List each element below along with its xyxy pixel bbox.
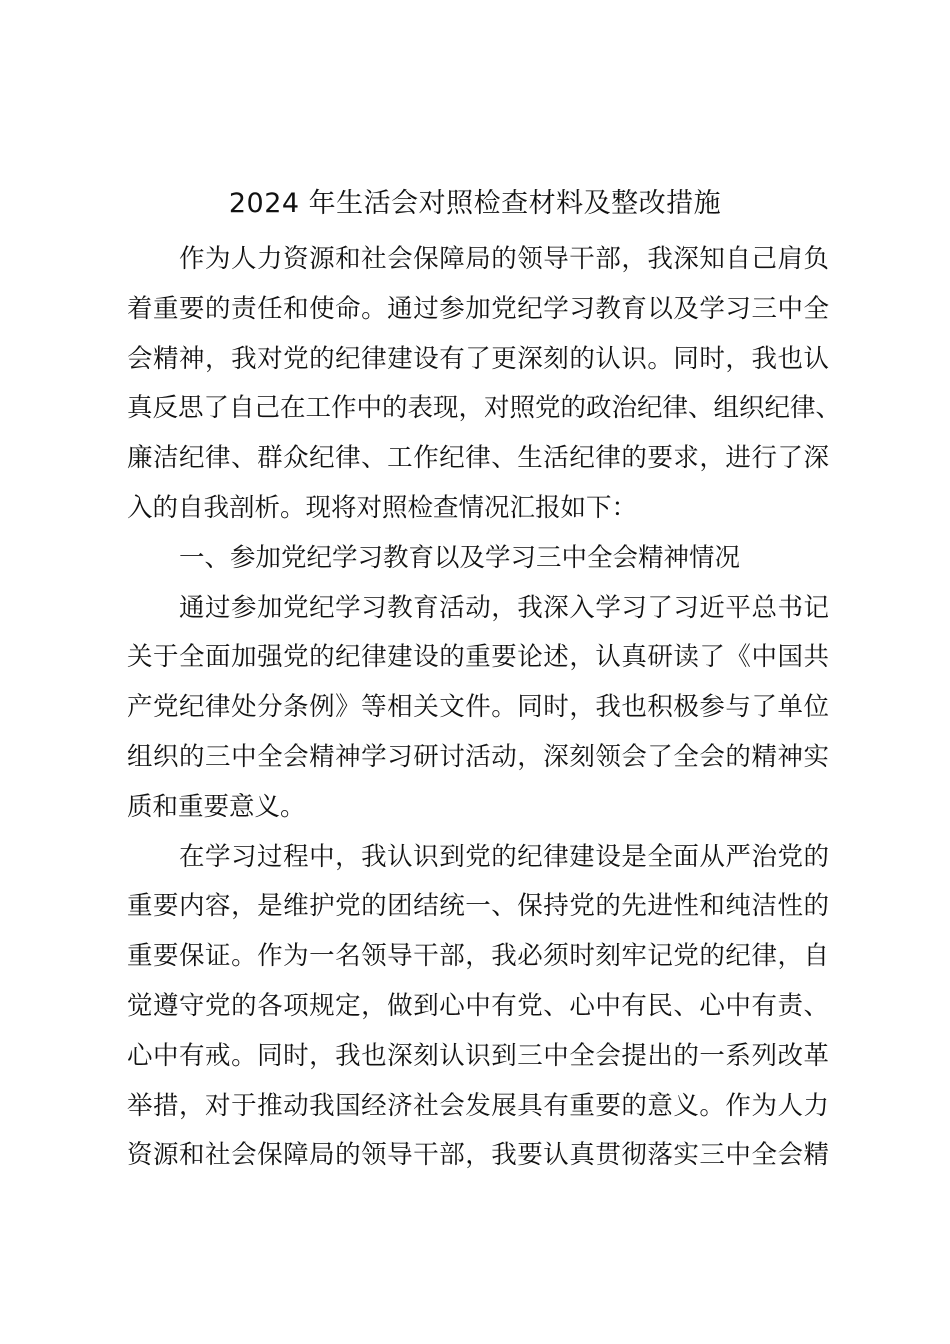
text-line: 关于全面加强党的纪律建设的重要论述，认真研读了《中国共 xyxy=(127,642,829,673)
text-line: 心中有戒。同时，我也深刻认识到三中全会提出的一系列改革 xyxy=(127,1040,829,1071)
document-body xyxy=(127,235,842,1181)
text-line: 廉洁纪律、群众纪律、工作纪律、生活纪律的要求，进行了深 xyxy=(127,443,829,474)
text-line: 觉遵守党的各项规定，做到心中有党、心中有民、心中有责、 xyxy=(127,990,829,1021)
text-line: 重要内容，是维护党的团结统一、保持党的先进性和纯洁性的 xyxy=(127,891,829,922)
text-line: 真反思了自己在工作中的表现，对照党的政治纪律、组织纪律、 xyxy=(127,393,842,424)
text-line: 通过参加党纪学习教育活动，我深入学习了习近平总书记 xyxy=(179,592,829,623)
text-line: 作为人力资源和社会保障局的领导干部，我深知自己肩负 xyxy=(179,244,829,274)
text-line: 重要保证。作为一名领导干部，我必须时刻牢记党的纪律，自 xyxy=(127,941,829,972)
text-line: 会精神，我对党的纪律建设有了更深刻的认识。同时，我也认 xyxy=(127,343,829,374)
text-line: 产党纪律处分条例》等相关文件。同时，我也积极参与了单位 xyxy=(127,692,829,723)
document-title: 2024 年生活会对照检查材料及整改措施 xyxy=(228,188,722,219)
text-line: 质和重要意义。 xyxy=(127,791,306,822)
section-heading: 一、参加党纪学习教育以及学习三中全会精神情况 xyxy=(179,542,741,573)
text-line: 在学习过程中，我认识到党的纪律建设是全面从严治党的 xyxy=(179,841,829,872)
text-line: 入的自我剖析。现将对照检查情况汇报如下： xyxy=(127,492,638,523)
text-line: 举措，对于推动我国经济社会发展具有重要的意义。作为人力 xyxy=(127,1090,829,1121)
text-line: 着重要的责任和使命。通过参加党纪学习教育以及学习三中全 xyxy=(127,293,829,324)
text-line: 组织的三中全会精神学习研讨活动，深刻领会了全会的精神实 xyxy=(127,741,829,772)
text-line: 资源和社会保障局的领导干部，我要认真贯彻落实三中全会精 xyxy=(127,1140,829,1171)
